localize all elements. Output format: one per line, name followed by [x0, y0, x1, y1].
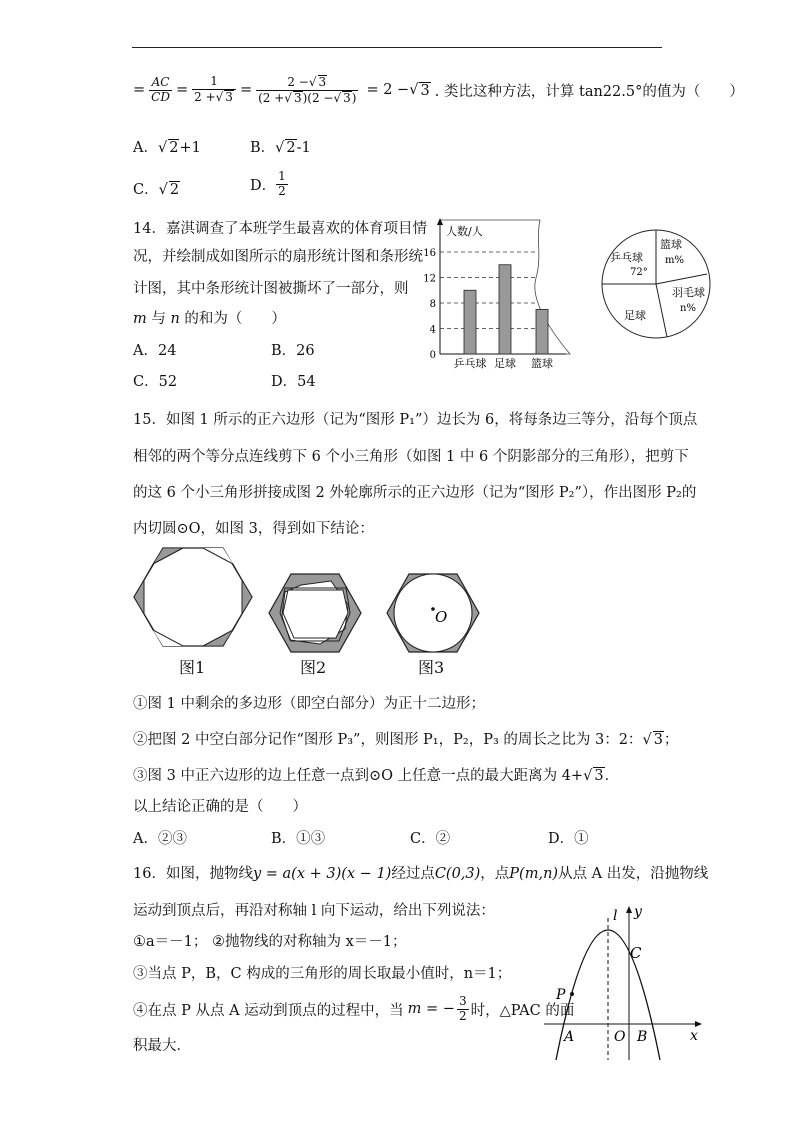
radicand: 2	[169, 182, 180, 198]
option-a: A．√ 2+1	[133, 140, 201, 156]
radicand: 3	[318, 74, 327, 89]
equals-sign: =	[133, 82, 146, 98]
frac-den: 2	[278, 183, 286, 198]
option-c: C．√ 2	[133, 182, 180, 198]
x-tick-label: 乒乓球	[453, 357, 487, 370]
statement-3: ③当点 P，B，C 构成的三角形的周长取最小值时，n＝1；	[133, 966, 512, 982]
bar-chart	[418, 218, 588, 378]
radicand: 2	[169, 140, 179, 156]
bar-足球	[499, 265, 511, 354]
y-tick-labels	[423, 248, 436, 361]
center-label: O	[435, 608, 448, 626]
label-c: C	[630, 944, 642, 962]
pie-value: m%	[665, 255, 684, 266]
header-rule	[132, 47, 662, 48]
formula: C(0,3)	[434, 866, 481, 882]
statement-4	[133, 990, 574, 1028]
pie-label: 乒乓球	[610, 251, 643, 264]
fraction-half	[276, 170, 288, 199]
q13-derivation: = $\frac{AC}{CD}$ = $\frac{1}{2 +√ 3}$ = $\frac{2 -√ 3}{(2 +√ 3)(2 -√ 3)}$ = 2 − √ 3 . 类比这种方法，计算 tan22.5°的值为（ ）	[133, 74, 744, 105]
var-n: n	[170, 311, 180, 327]
equals-sign: =	[239, 82, 253, 98]
conclusion-1: ①图 1 中剩余的多边形（即空白部分）为正十二边形；	[133, 696, 485, 712]
label-y: y	[634, 904, 642, 920]
radicand: 3	[225, 90, 233, 104]
y-tick-label: 4	[429, 324, 436, 336]
option-label: C．	[133, 182, 159, 198]
blank-region	[283, 590, 348, 638]
x-tick-label: 篮球	[531, 357, 553, 370]
formula: m = −	[407, 1001, 455, 1017]
bar-篮球	[536, 309, 548, 354]
equals-sign: =	[175, 82, 189, 98]
q14-line: 计图，其中条形统计图被撕坏了一部分，则	[133, 281, 409, 297]
option-d: D．54	[271, 374, 316, 390]
q15-line: 相邻的两个等分点连线剪下 6 个小三角形（如图 1 中 6 个阴影部分的三角形），把剪下	[133, 449, 689, 465]
option-label: D．	[250, 177, 277, 194]
frac-num: 3	[458, 993, 467, 1008]
q15-line: 的这 6 个小三角形拼接成图 2 外轮廓所示的正六边形（记为“图形 P₂”），作出图形 P₂的	[133, 485, 697, 501]
text: (2 +	[258, 90, 285, 105]
x-tick-label: 足球	[494, 357, 516, 370]
y-tick-label: 0	[429, 350, 436, 361]
text: ②把图 2 中空白部分记作“图形 P₃”，则图形 P₁，P₂，P₃ 的周长之比为 3：2：	[133, 732, 643, 748]
option-text: +1	[179, 140, 201, 156]
frac-den: (2 +√ 3)(2 −√ 3)	[258, 90, 357, 105]
parabola-graph	[540, 900, 710, 1062]
radicand: 2	[286, 140, 296, 156]
var-m: m	[133, 311, 147, 327]
conclusion-3: ③图 3 中正六边形的边上任意一点到⊙O 上任意一点的最大距离为 4+√ 3．	[133, 768, 620, 784]
label-o: O	[614, 1029, 626, 1045]
question-tail: . 类比这种方法，计算 tan22.5°的值为（ ）	[434, 83, 744, 100]
radicand: 3	[293, 90, 302, 105]
frac-num: 2 −√ 3	[256, 75, 358, 91]
text: 与	[146, 311, 171, 327]
pie-value: n%	[680, 303, 696, 314]
pie-chart	[600, 228, 712, 340]
radicand: 3	[343, 90, 351, 105]
incircle	[394, 574, 472, 652]
frac-num: 1	[278, 169, 286, 183]
text: 2 +	[194, 90, 216, 104]
label-a: A	[564, 1029, 575, 1045]
fraction-rationalized	[256, 75, 358, 106]
option-d	[250, 170, 288, 199]
option-b: B．26	[271, 343, 315, 359]
figure-3-label: 图3	[418, 658, 445, 677]
text: 从点 A 出发，沿抛物线	[558, 866, 709, 882]
option-b: B．√ 2-1	[250, 140, 311, 156]
text: ④在点 P 从点 A 运动到顶点的过程中，当	[133, 1002, 404, 1019]
text: 2 −	[287, 74, 309, 89]
option-c: C．52	[133, 374, 178, 390]
q15-ask: 以上结论正确的是（ ）	[133, 799, 307, 815]
text: ．	[604, 768, 620, 784]
option-a: A．24	[133, 343, 177, 359]
y-axis-arrow	[626, 906, 632, 913]
q15-line: 15．如图 1 所示的正六边形（记为“图形 P₁”）边长为 6，将每条边三等分，沿每个顶点	[133, 412, 698, 428]
label-l: l	[613, 908, 618, 924]
frac-den: CD	[151, 89, 170, 104]
option-text: -1	[296, 140, 311, 156]
figure-2-label: 图2	[300, 658, 327, 677]
formula: y = a(x + 3)(x − 1)	[252, 866, 392, 882]
label-b: B	[637, 1029, 648, 1045]
text: 的和为（ ）	[179, 311, 286, 327]
pie-label: 篮球	[660, 238, 682, 251]
radicand: 3	[420, 82, 430, 99]
label-p: P	[556, 987, 566, 1003]
text: ；	[663, 732, 679, 748]
text: 16．如图，抛物线	[133, 866, 253, 882]
y-axis-label: 人数/人	[446, 225, 483, 238]
figure-1-hexagon	[133, 546, 253, 648]
radicand: 3	[653, 732, 663, 748]
q14-line: 14．嘉淇调查了本班学生最喜欢的体育项目情	[133, 221, 427, 237]
pie-label: 足球	[624, 309, 646, 322]
result-text: = 2 −	[366, 82, 410, 98]
text: ，点	[480, 866, 510, 882]
frac-num: AC	[149, 76, 172, 91]
statement-4-cont: 积最大．	[133, 1038, 191, 1054]
cut-triangle	[134, 580, 144, 614]
fraction-three-halves	[457, 995, 469, 1024]
text: )(2 −	[302, 90, 334, 105]
radicand: 3	[594, 768, 604, 784]
y-tick-label: 8	[429, 299, 436, 310]
text: )	[351, 90, 357, 105]
frac-den: 2	[458, 1008, 467, 1023]
conclusion-2: ②把图 2 中空白部分记作“图形 P₃”，则图形 P₁，P₂，P₃ 的周长之比为 3：2：√ 3；	[133, 732, 679, 748]
q15-line: 内切圆⊙O，如图 3，得到如下结论：	[133, 521, 374, 537]
option-c: C．②	[410, 831, 451, 847]
pie-label: 羽毛球	[672, 286, 705, 299]
text: 经过点	[391, 866, 435, 882]
option-d: D．①	[548, 831, 589, 847]
y-tick-label: 12	[423, 273, 436, 285]
figure-1-label: 图1	[179, 658, 206, 677]
q14-line	[133, 307, 286, 328]
option-a: A．②③	[133, 831, 187, 847]
pie-value: 72°	[630, 267, 648, 278]
text: 时，△PAC 的面	[470, 1002, 575, 1019]
option-label: A．	[133, 140, 158, 156]
y-tick-label: 16	[423, 248, 436, 259]
bar-乒乓球	[464, 290, 476, 354]
x-tick-labels	[454, 356, 554, 370]
figure-3-hexagon	[386, 572, 480, 654]
x-axis-arrow	[695, 1021, 702, 1027]
frac-num: 1	[192, 75, 236, 90]
statement-1-2: ①a＝－1； ②抛物线的对称轴为 x＝－1；	[133, 934, 407, 950]
point-p	[570, 992, 574, 996]
fraction-ac-cd	[149, 76, 172, 105]
outer-hexagon	[134, 548, 252, 646]
label-x: x	[690, 1028, 698, 1044]
text: ③图 3 中正六边形的边上任意一点到⊙O 上任意一点的最大距离为 4+	[133, 768, 584, 784]
option-label: B．	[250, 140, 276, 156]
formula: P(m,n)	[509, 866, 559, 882]
fraction-one-over	[192, 75, 236, 105]
cut-triangle	[242, 580, 252, 614]
figure-2-hexagon	[268, 572, 362, 654]
q14-line: 况，并绘制成如图所示的扇形统计图和条形统	[133, 249, 423, 265]
q16-line: 运动到顶点后，再沿对称轴 l 向下运动，给出下列说法：	[133, 903, 495, 919]
option-b: B．①③	[271, 831, 326, 847]
q16-line	[133, 862, 708, 883]
frac-den: 2 +√ 3	[194, 90, 233, 104]
